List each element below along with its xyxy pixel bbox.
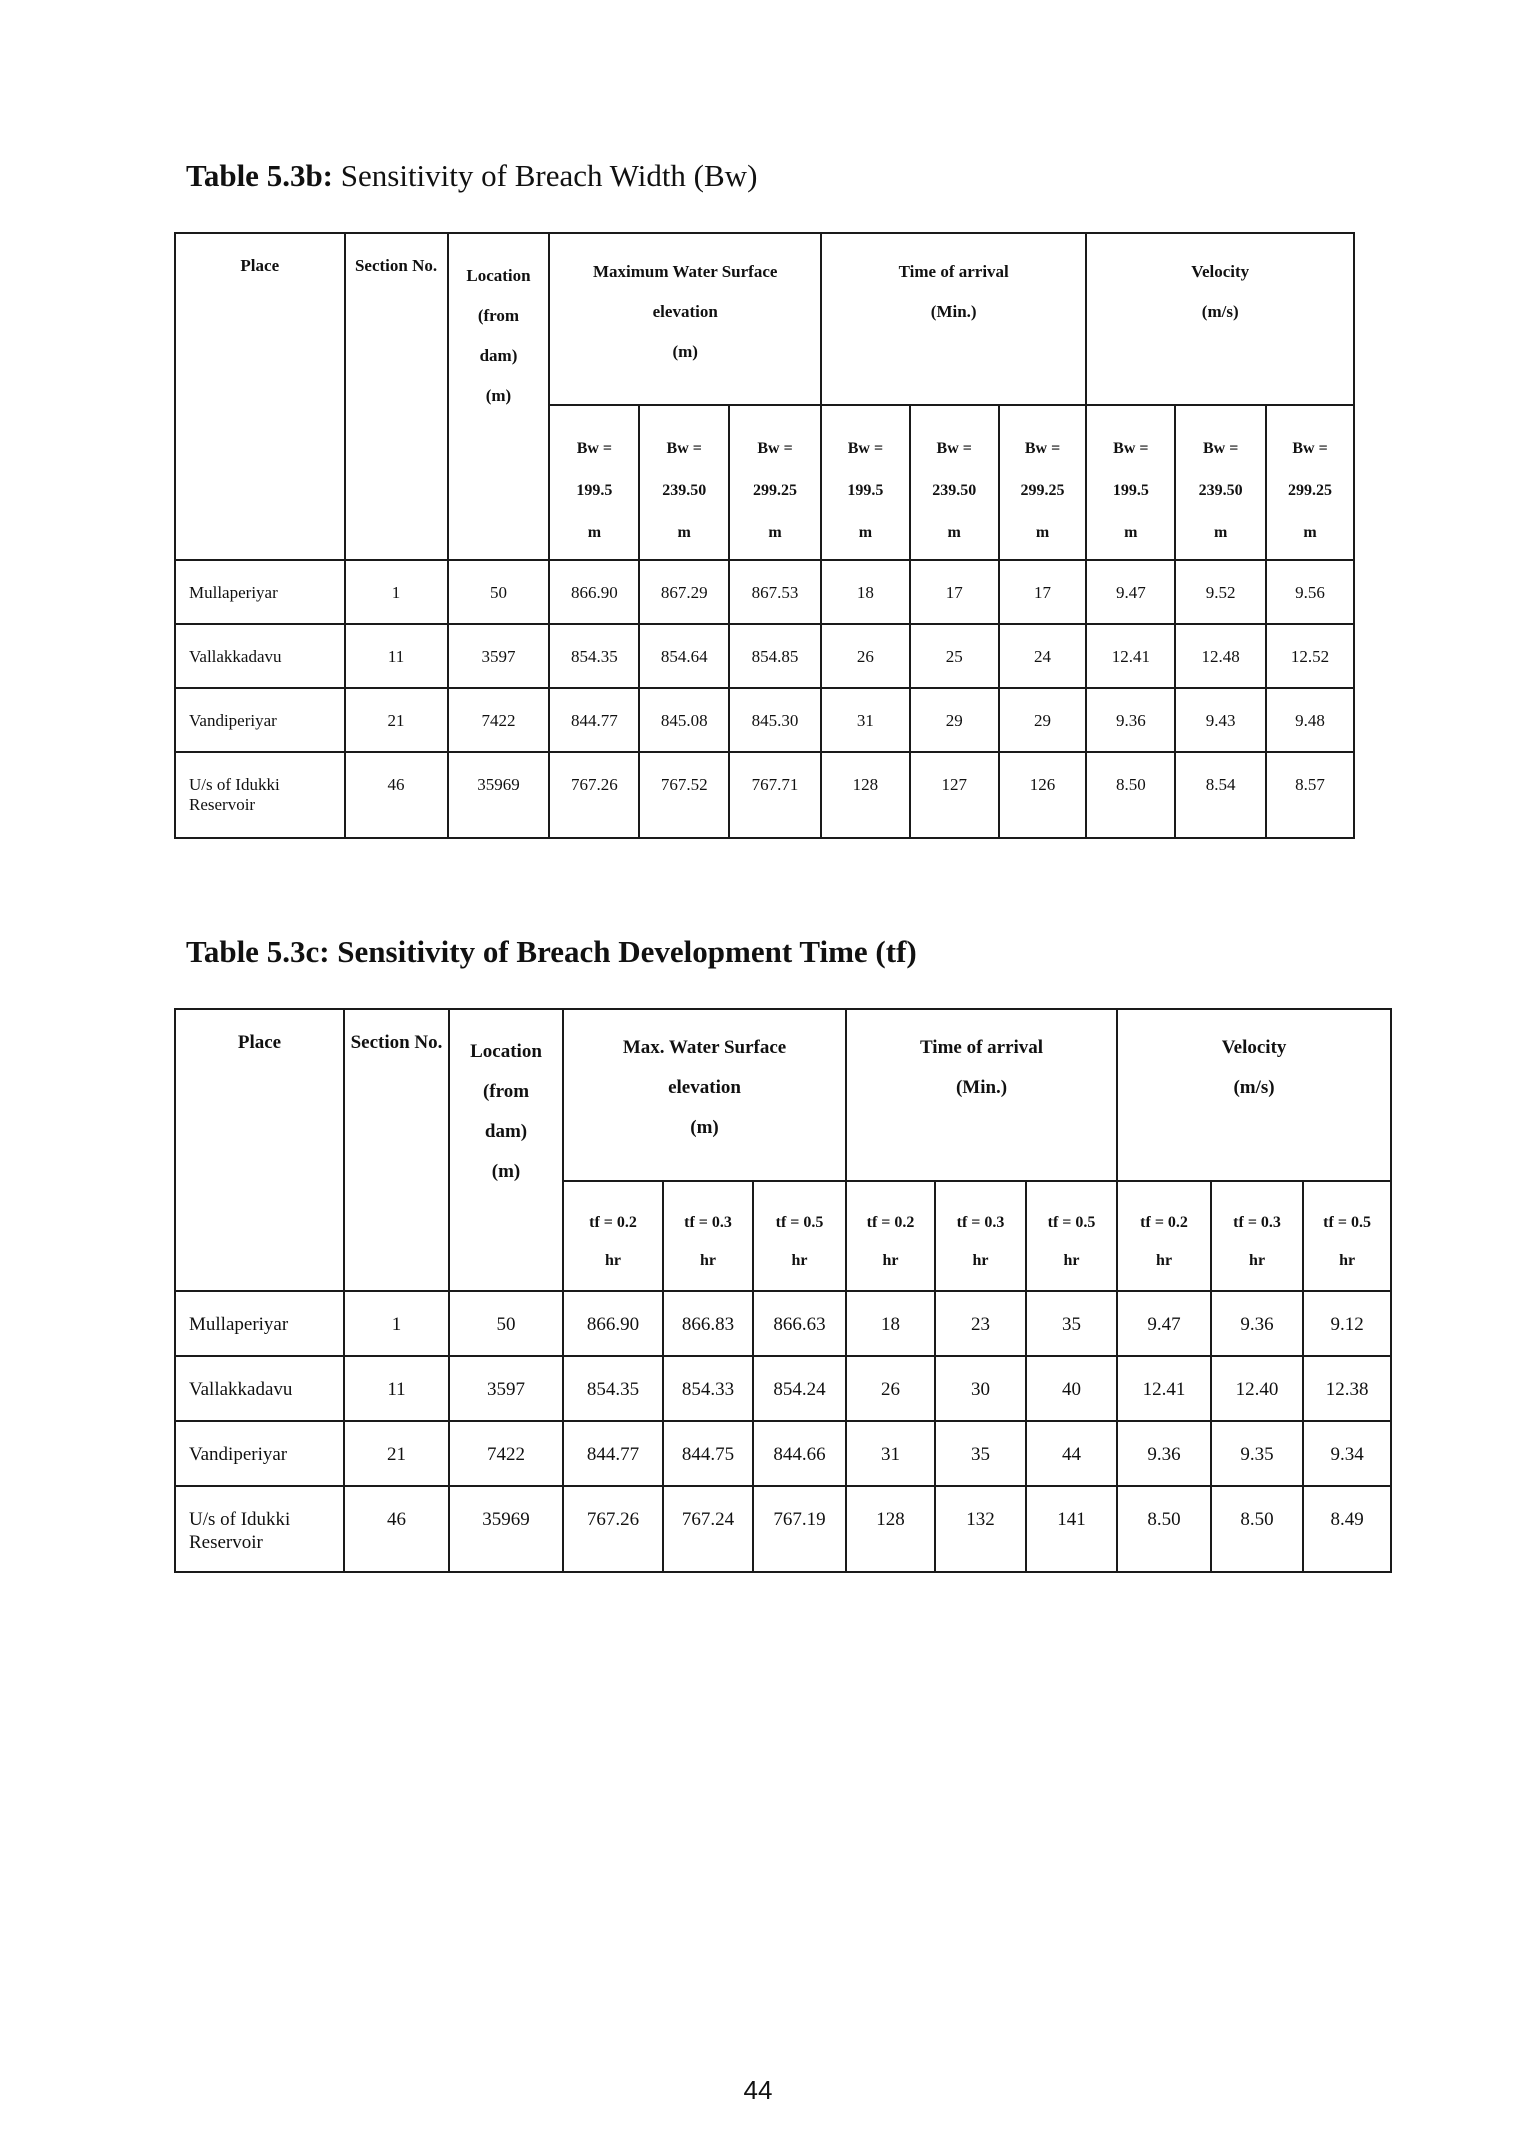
cell: 128 <box>846 1486 935 1572</box>
cell: 854.35 <box>549 624 639 688</box>
cell: 767.26 <box>563 1486 663 1572</box>
cell: 7422 <box>449 1421 563 1486</box>
cell: 12.52 <box>1266 624 1354 688</box>
cell: 9.36 <box>1211 1291 1303 1356</box>
cell: 866.90 <box>549 560 639 624</box>
cell: 844.66 <box>753 1421 846 1486</box>
table-row <box>175 1421 1391 1486</box>
cell: 854.64 <box>639 624 729 688</box>
subheader-tf-0-5: tf = 0.5 hr <box>1303 1181 1391 1291</box>
subheader-bw-239-50: Bw = 239.50 m <box>639 405 729 560</box>
cell: 141 <box>1026 1486 1117 1572</box>
cell: 25 <box>910 624 999 688</box>
header-row <box>175 1009 1391 1181</box>
cell: 18 <box>821 560 910 624</box>
cell: 132 <box>935 1486 1026 1572</box>
header-location: Location (from dam) (m) <box>448 233 550 560</box>
cell: 867.29 <box>639 560 729 624</box>
cell: 8.54 <box>1175 752 1266 838</box>
subheader-bw-299-25: Bw = 299.25 m <box>729 405 821 560</box>
subheader-tf-0-3: tf = 0.3 hr <box>663 1181 753 1291</box>
cell: 7422 <box>448 688 550 752</box>
cell: 9.47 <box>1117 1291 1211 1356</box>
cell: 17 <box>910 560 999 624</box>
subheader-tf-0-5: tf = 0.5 hr <box>1026 1181 1117 1291</box>
cell: 26 <box>846 1356 935 1421</box>
page-number: 44 <box>743 2075 773 2105</box>
cell: 128 <box>821 752 910 838</box>
table-row <box>175 1291 1391 1356</box>
cell: 9.52 <box>1175 560 1266 624</box>
cell: 8.50 <box>1211 1486 1303 1572</box>
subheader-tf-0-5: tf = 0.5 hr <box>753 1181 846 1291</box>
table-row <box>175 752 1354 838</box>
cell: 18 <box>846 1291 935 1356</box>
header-max-water-surface-elevation: Max. Water Surface elevation (m) <box>563 1009 846 1181</box>
cell: 12.48 <box>1175 624 1266 688</box>
cell: 767.24 <box>663 1486 753 1572</box>
cell: 31 <box>846 1421 935 1486</box>
cell: 21 <box>344 1421 449 1486</box>
subheader-bw-239-50: Bw = 239.50 m <box>1175 405 1266 560</box>
cell: 21 <box>345 688 448 752</box>
cell: 12.41 <box>1117 1356 1211 1421</box>
subheader-tf-0-3: tf = 0.3 hr <box>1211 1181 1303 1291</box>
subheader-bw-199-5: Bw = 199.5 m <box>821 405 910 560</box>
subheader-bw-239-50: Bw = 239.50 m <box>910 405 999 560</box>
cell: 866.83 <box>663 1291 753 1356</box>
cell: 9.36 <box>1086 688 1175 752</box>
cell: 26 <box>821 624 910 688</box>
cell: 8.50 <box>1086 752 1175 838</box>
table-row <box>175 688 1354 752</box>
cell: 8.57 <box>1266 752 1354 838</box>
cell: 12.40 <box>1211 1356 1303 1421</box>
subheader-tf-0-2: tf = 0.2 hr <box>846 1181 935 1291</box>
table-row <box>175 560 1354 624</box>
subheader-bw-199-5: Bw = 199.5 m <box>1086 405 1175 560</box>
cell: 8.49 <box>1303 1486 1391 1572</box>
cell: 9.47 <box>1086 560 1175 624</box>
cell: 12.41 <box>1086 624 1175 688</box>
cell: 854.33 <box>663 1356 753 1421</box>
cell: 29 <box>999 688 1087 752</box>
cell: 9.35 <box>1211 1421 1303 1486</box>
table-row <box>175 1486 1391 1572</box>
cell: 40 <box>1026 1356 1117 1421</box>
cell: 9.56 <box>1266 560 1354 624</box>
cell: 767.19 <box>753 1486 846 1572</box>
table-5-3c-title-label: Table 5.3c: <box>186 934 330 969</box>
cell: 844.77 <box>563 1421 663 1486</box>
header-location: Location (from dam) (m) <box>449 1009 563 1291</box>
breach-width-sensitivity-table <box>174 232 1355 839</box>
subheader-bw-199-5: Bw = 199.5 m <box>549 405 639 560</box>
cell: 12.38 <box>1303 1356 1391 1421</box>
cell: 35969 <box>448 752 550 838</box>
cell-place: U/s of Idukki Reservoir <box>175 1486 344 1572</box>
cell: 854.24 <box>753 1356 846 1421</box>
header-time-of-arrival: Time of arrival (Min.) <box>821 233 1086 405</box>
cell: 127 <box>910 752 999 838</box>
cell-place: Vandiperiyar <box>175 1421 344 1486</box>
table-5-3c-title <box>186 934 917 970</box>
cell: 867.53 <box>729 560 821 624</box>
subheader-bw-299-25: Bw = 299.25 m <box>999 405 1087 560</box>
header-place: Place <box>175 1009 344 1291</box>
cell: 3597 <box>449 1356 563 1421</box>
table-5-3c-title-text: Sensitivity of Breach Development Time (tf) <box>329 934 917 969</box>
cell: 767.52 <box>639 752 729 838</box>
cell: 845.08 <box>639 688 729 752</box>
cell: 1 <box>345 560 448 624</box>
cell: 17 <box>999 560 1087 624</box>
table-5-3b-title <box>186 158 757 194</box>
cell: 9.36 <box>1117 1421 1211 1486</box>
cell-place: Vallakkadavu <box>175 624 345 688</box>
cell: 854.35 <box>563 1356 663 1421</box>
cell: 31 <box>821 688 910 752</box>
cell: 845.30 <box>729 688 821 752</box>
cell: 35 <box>1026 1291 1117 1356</box>
cell: 23 <box>935 1291 1026 1356</box>
header-velocity: Velocity (m/s) <box>1117 1009 1391 1181</box>
cell: 35 <box>935 1421 1026 1486</box>
cell: 126 <box>999 752 1087 838</box>
subheader-bw-299-25: Bw = 299.25 m <box>1266 405 1354 560</box>
cell: 767.26 <box>549 752 639 838</box>
header-row <box>175 233 1354 405</box>
cell-place: Vallakkadavu <box>175 1356 344 1421</box>
subheader-tf-0-2: tf = 0.2 hr <box>1117 1181 1211 1291</box>
header-time-of-arrival: Time of arrival (Min.) <box>846 1009 1117 1181</box>
header-velocity: Velocity (m/s) <box>1086 233 1354 405</box>
subheader-tf-0-2: tf = 0.2 hr <box>563 1181 663 1291</box>
cell: 9.43 <box>1175 688 1266 752</box>
cell: 29 <box>910 688 999 752</box>
cell-place: Mullaperiyar <box>175 560 345 624</box>
header-section-no: Section No. <box>344 1009 449 1291</box>
cell: 9.12 <box>1303 1291 1391 1356</box>
cell: 866.63 <box>753 1291 846 1356</box>
cell: 844.77 <box>549 688 639 752</box>
table-row <box>175 1356 1391 1421</box>
cell: 9.34 <box>1303 1421 1391 1486</box>
cell: 844.75 <box>663 1421 753 1486</box>
cell: 866.90 <box>563 1291 663 1356</box>
cell: 46 <box>344 1486 449 1572</box>
cell: 30 <box>935 1356 1026 1421</box>
cell: 11 <box>345 624 448 688</box>
table-5-3b-title-text: Sensitivity of Breach Width (Bw) <box>333 158 758 193</box>
table-row <box>175 624 1354 688</box>
cell: 854.85 <box>729 624 821 688</box>
cell: 1 <box>344 1291 449 1356</box>
cell: 46 <box>345 752 448 838</box>
cell: 50 <box>449 1291 563 1356</box>
cell: 8.50 <box>1117 1486 1211 1572</box>
cell: 9.48 <box>1266 688 1354 752</box>
cell: 50 <box>448 560 550 624</box>
subheader-tf-0-3: tf = 0.3 hr <box>935 1181 1026 1291</box>
cell-place: U/s of Idukki Reservoir <box>175 752 345 838</box>
header-section-no: Section No. <box>345 233 448 560</box>
cell: 767.71 <box>729 752 821 838</box>
cell: 3597 <box>448 624 550 688</box>
cell: 11 <box>344 1356 449 1421</box>
breach-development-time-sensitivity-table <box>174 1008 1392 1573</box>
cell-place: Vandiperiyar <box>175 688 345 752</box>
cell-place: Mullaperiyar <box>175 1291 344 1356</box>
header-place: Place <box>175 233 345 560</box>
header-max-water-surface-elevation: Maximum Water Surface elevation (m) <box>549 233 821 405</box>
cell: 44 <box>1026 1421 1117 1486</box>
cell: 24 <box>999 624 1087 688</box>
table-5-3b-title-label: Table 5.3b: <box>186 158 334 193</box>
cell: 35969 <box>449 1486 563 1572</box>
